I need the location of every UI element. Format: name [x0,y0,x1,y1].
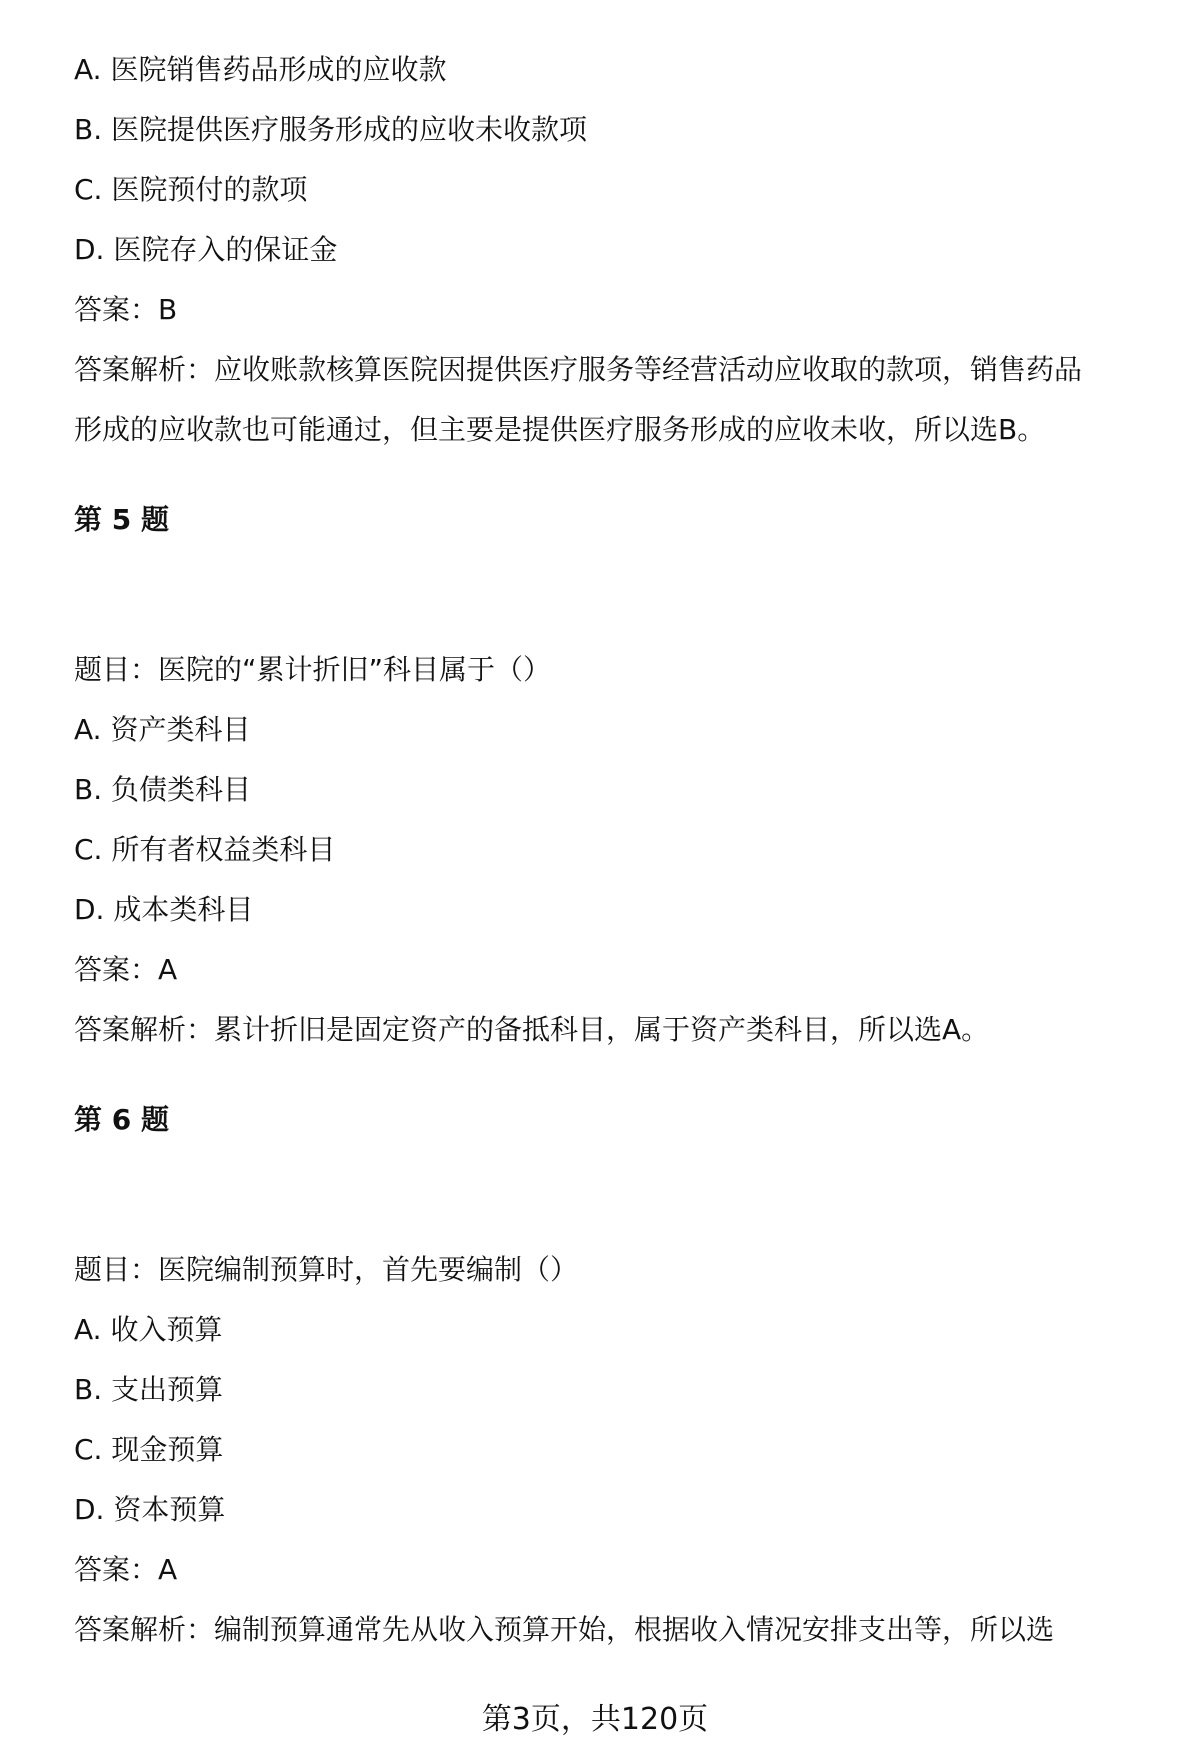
question-6-option-c: C. 现金预算 [74,1433,224,1466]
question-5-option-d: D. 成本类科目 [74,893,254,926]
option-d: D. 医院存入的保证金 [74,233,338,266]
question-5-heading: 第 5 题 [74,503,169,536]
question-5-analysis: 答案解析：累计折旧是固定资产的备抵科目，属于资产类科目，所以选A。 [74,1013,990,1046]
answer-analysis: 答案解析：应收账款核算医院因提供医疗服务等经营活动应收取的款项，销售药品 [74,353,1083,386]
question-6-option-a: A. 收入预算 [74,1313,223,1346]
question-5-option-b: B. 负债类科目 [74,773,252,806]
question-6-heading: 第 6 题 [74,1103,169,1136]
question-6-analysis: 答案解析：编制预算通常先从收入预算开始，根据收入情况安排支出等，所以选 [74,1613,1055,1646]
answer-analysis-continued: 形成的应收款也可能通过，但主要是提供医疗服务形成的应收未收，所以选B。 [74,413,1046,446]
option-b: B. 医院提供医疗服务形成的应收未收款项 [74,113,588,146]
question-6-option-d: D. 资本预算 [74,1493,226,1526]
option-c: C. 医院预付的款项 [74,173,308,206]
question-6-text: 题目：医院编制预算时，首先要编制（） [74,1253,579,1286]
question-5-answer: 答案：A [74,953,178,986]
question-5-option-c: C. 所有者权益类科目 [74,833,336,866]
question-6-option-b: B. 支出预算 [74,1373,224,1406]
question-5-text: 题目：医院的“累计折旧”科目属于（） [74,653,552,686]
answer: 答案：B [74,293,178,326]
page-number-footer: 第3页，共120页 [481,1702,709,1737]
question-6-answer: 答案：A [74,1553,178,1586]
question-5-option-a: A. 资产类科目 [74,713,251,746]
option-a: A. 医院销售药品形成的应收款 [74,53,447,86]
